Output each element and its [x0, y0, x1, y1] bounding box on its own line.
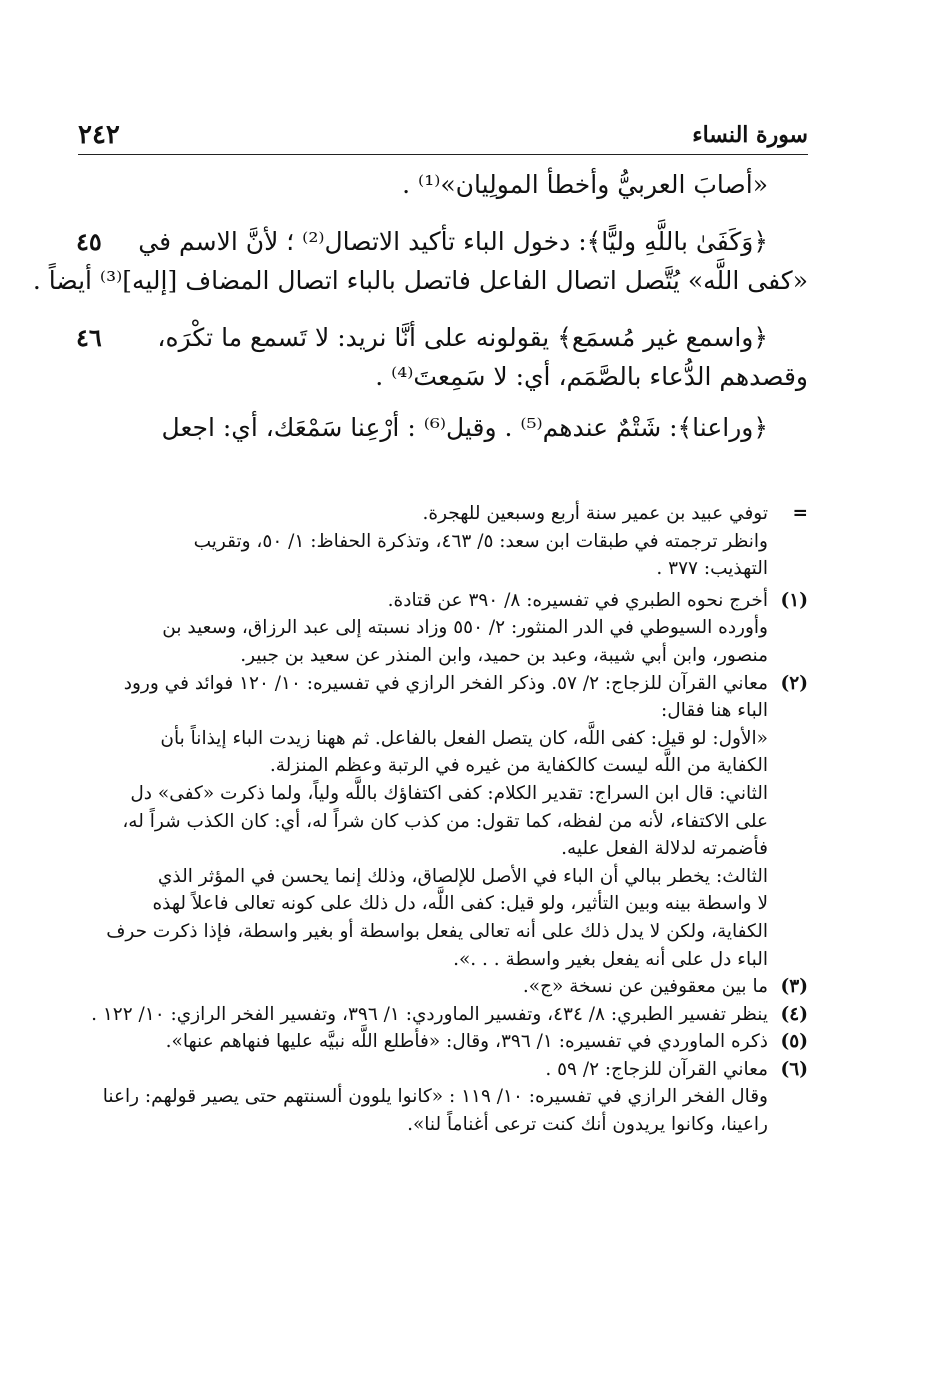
page — [32, 120, 808, 447]
footnote-marker: = — [792, 503, 808, 524]
verse-45-block — [32, 222, 808, 300]
footnote-marker: (٥) — [780, 1031, 808, 1053]
main-line: ﴿وراعنا﴾: شَتْمٌ عندهم⁽⁵⁾ . وقيل⁽⁶⁾ : أرْعِنا سَمْعَك، أي: اجعل — [161, 413, 768, 442]
footnote-continuation: = توفي عبيد بن عمير سنة أربع وسبعين للهجرة. وانظر ترجمته في طبقات ابن سعد: ٥/ ٤٦٣، وتذكرة الحفاظ: ١/ ٥٠، وتقريب التهذيب: ٣٧٧ . — [78, 500, 808, 583]
main-line: ٤٥ ﴿وَكَفَىٰ باللَّهِ وليًّا﴾: دخول الباء تأكيد الاتصال⁽²⁾ ؛ لأنَّ الاسم في — [78, 222, 808, 261]
footnote-marker: (٤) — [780, 1003, 808, 1025]
page-header — [78, 120, 808, 155]
footnote-1: (١) أخرج نحوه الطبري في تفسيره: ٨/ ٣٩٠ عن قتادة. وأورده السيوطي في الدر المنثور: ٢/ ٥٥٠ وزاد نسبته إلى عبد الرزاق، وسعيد بن منصور، وابن أبي شيبة، وعبد بن حميد، وابن المنذر عن سعيد بن جبير. — [78, 587, 808, 670]
footnote-marker: (٢) — [780, 672, 808, 694]
footnote-3: (٣) ما بين معقوفين عن نسخة «ج». — [78, 973, 808, 1001]
footnote-2: (٢) معاني القرآن للزجاج: ٢/ ٥٧. وذكر الفخر الرازي في تفسيره: ١٠/ ١٢٠ فوائد في ورود الباء هنا فقال: «الأول: لو قيل: كفى اللَّه، كان يتصل الفعل بالفاعل. ثم ههنا زيدت الباء إيذاناً بأن الكفاية من اللَّه ليست كالكفاية من غيره في الرتبة وعظم المنزلة. الثاني: قال ابن السراج: تقدير الكلام: كفى اكتفاؤك باللَّه ولياً، ولما ذكرت «كفى» دل على الاكتفاء، لأنه من لفظه، كما تقول: من كذب كان شراً له، أي: كان الكذب شراً له، فأضمرته لدلالة الفعل عليه. الثالث: يخطر ببالي أن الباء في الأصل للإلصاق، وذلك إنما يحسن في المؤثر الذي لا واسطة بينه وبين التأثير، ولو قيل: كفى اللَّه، دل ذلك على كونه تعالى فاعلاً لهذه الكفاية، ولكن لا يدل ذلك على أنه تعالى يفعل بواسطة أو بغير واسطة، فإذا ذكرت حرف الباء دل على أنه يفعل بغير واسطة . . .». — [78, 670, 808, 974]
main-line: وقصدهم الدُّعاء بالصَّمَم، أي: لا سَمِعتَ⁽⁴⁾ . — [375, 362, 808, 391]
footnote-5: (٥) ذكره الماوردي في تفسيره: ١/ ٣٩٦، وقال: «فأطلع اللَّه نبيَّه عليها فنهاهم عنها». — [78, 1028, 808, 1056]
surah-title: سورة النساء — [692, 122, 808, 148]
footnote-marker: (١) — [780, 589, 808, 611]
main-line: «أصابَ العربيُّ وأخطأ المولِيان»⁽¹⁾ . — [402, 170, 768, 199]
main-line: «كفى اللَّه» يُتَّصل اتصال الفاعل فاتصل بالباء اتصال المضاف [إليه]⁽³⁾ أيضاً . — [32, 266, 808, 295]
page-number: ٢٤٢ — [78, 120, 120, 150]
footnote-marker: (٦) — [780, 1058, 808, 1080]
main-line: ٤٦ ﴿واسمع غير مُسمَع﴾ يقولونه على أنَّا نريد: لا تَسمع ما تكْرَه، — [78, 318, 808, 357]
verse-46-block — [78, 318, 808, 447]
main-text — [32, 165, 808, 447]
footnote-4: (٤) ينظر تفسير الطبري: ٨/ ٤٣٤، وتفسير الماوردي: ١/ ٣٩٦، وتفسير الفخر الرازي: ١٠/ ١٢٢ . — [78, 1001, 808, 1029]
footnote-6: (٦) معاني القرآن للزجاج: ٢/ ٥٩ . وقال الفخر الرازي في تفسيره: ١٠/ ١١٩ : «كانوا يلوون ألسنتهم حتى يصير قولهم: راعنا راعينا، وكانوا يريدون أنك كنت ترعى أغناماً لنا». — [78, 1056, 808, 1139]
verse-number: ٤٦ — [76, 323, 102, 352]
footnotes — [78, 500, 808, 1139]
verse-number: ٤٥ — [76, 227, 102, 256]
footnote-marker: (٣) — [780, 976, 808, 998]
